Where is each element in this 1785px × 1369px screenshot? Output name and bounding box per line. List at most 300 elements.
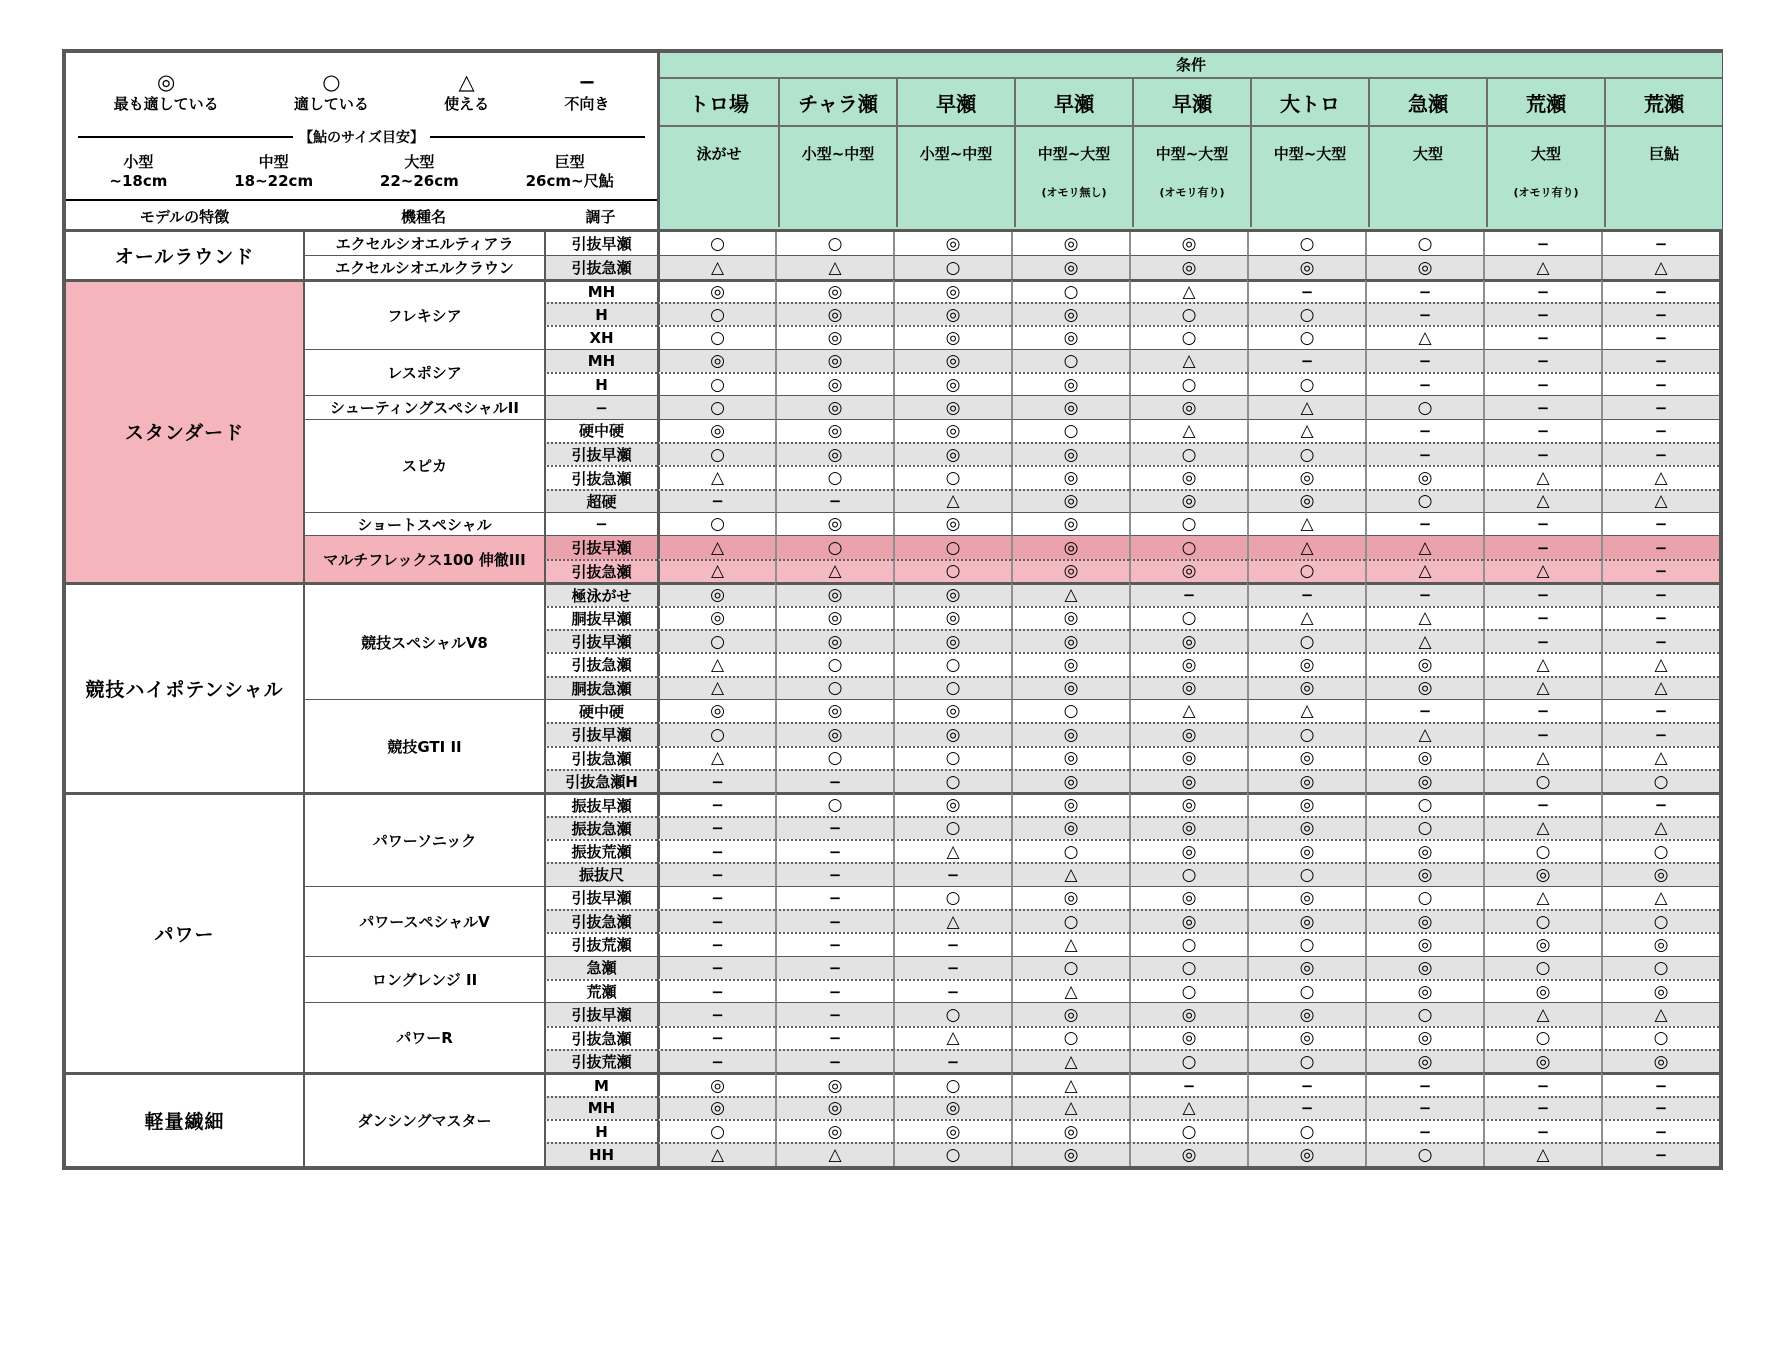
- rating-cell: −: [657, 816, 775, 839]
- rating-cell: ○: [1601, 909, 1719, 932]
- rating-cell: ◎: [1365, 769, 1483, 792]
- rating-cell: −: [1483, 1119, 1601, 1142]
- tone-cell: 引抜早瀬: [544, 1002, 657, 1025]
- rating-cell: △: [1483, 652, 1601, 675]
- feature-cell: パワー: [66, 792, 303, 1072]
- rating-cell: −: [1601, 559, 1719, 582]
- rating-cell: −: [657, 1002, 775, 1025]
- rating-cell: −: [1601, 792, 1719, 815]
- model-cell: 競技スペシャルV8: [303, 582, 544, 699]
- rating-cell: ◎: [1011, 232, 1129, 255]
- rating-cell: ◎: [893, 512, 1011, 535]
- rating-cell: ◎: [1011, 792, 1129, 815]
- rating-cell: −: [657, 932, 775, 955]
- condition-column-header: 早瀬: [896, 79, 1014, 125]
- condition-column-header: 早瀬: [1132, 79, 1250, 125]
- rating-cell: ◎: [775, 699, 893, 722]
- rating-cell: −: [1601, 1096, 1719, 1119]
- condition-target: 大型: [1412, 145, 1443, 163]
- rating-cell: ◎: [775, 325, 893, 348]
- rating-cell: ◎: [657, 699, 775, 722]
- rating-cell: ○: [1247, 325, 1365, 348]
- rating-cell: ○: [1601, 1026, 1719, 1049]
- size-name: 中型: [258, 153, 289, 171]
- rating-cell: −: [1129, 582, 1247, 605]
- rating-cell: −: [1365, 419, 1483, 442]
- condition-size-header: [778, 127, 896, 227]
- rating-cell: △: [657, 559, 775, 582]
- tone-cell: 引抜早瀬: [544, 442, 657, 465]
- rating-cell: ○: [1129, 302, 1247, 325]
- table-body: [66, 229, 1719, 1166]
- rating-cell: −: [1601, 629, 1719, 652]
- model-cell: レスポシア: [303, 349, 544, 396]
- rating-cell: −: [775, 839, 893, 862]
- rating-cell: ○: [1011, 909, 1129, 932]
- tone-cell: H: [544, 372, 657, 395]
- rating-cell: ◎: [775, 302, 893, 325]
- rating-cell: ◎: [775, 1072, 893, 1095]
- rating-cell: ◎: [775, 395, 893, 418]
- rating-cell: △: [1129, 419, 1247, 442]
- tone-cell: 引抜急瀬: [544, 909, 657, 932]
- condition-header: [657, 53, 1722, 229]
- rating-cell: −: [1601, 535, 1719, 558]
- rating-cell: △: [1247, 512, 1365, 535]
- rating-cell: ◎: [775, 442, 893, 465]
- rating-cell: ○: [1129, 442, 1247, 465]
- tone-cell: 振抜急瀬: [544, 816, 657, 839]
- rating-cell: △: [1483, 816, 1601, 839]
- rating-cell: △: [657, 535, 775, 558]
- model-cell: パワースペシャルV: [303, 886, 544, 956]
- rating-cell: ◎: [1365, 862, 1483, 885]
- rating-cell: ◎: [1011, 1002, 1129, 1025]
- rating-cell: −: [1601, 512, 1719, 535]
- feature-header-label: モデルの特徴: [139, 207, 230, 226]
- rating-cell: ○: [657, 629, 775, 652]
- rating-cell: ○: [893, 559, 1011, 582]
- model-cell: スピカ: [303, 419, 544, 512]
- rating-cell: △: [1601, 816, 1719, 839]
- rating-cell: ○: [1247, 722, 1365, 745]
- rating-cell: ◎: [1129, 652, 1247, 675]
- rating-cell: ◎: [657, 582, 775, 605]
- rating-cell: △: [1483, 676, 1601, 699]
- tone-cell: MH: [544, 279, 657, 302]
- tone-cell: HH: [544, 1142, 657, 1165]
- rating-cell: −: [775, 1002, 893, 1025]
- rating-cell: ◎: [1365, 255, 1483, 278]
- rating-cell: △: [1129, 349, 1247, 372]
- rating-cell: △: [1365, 606, 1483, 629]
- rating-cell: ◎: [1011, 1142, 1129, 1165]
- rating-cell: ◎: [1247, 1026, 1365, 1049]
- tone-cell: 引抜急瀬: [544, 465, 657, 488]
- table-header: [66, 53, 1719, 229]
- rating-cell: −: [1601, 232, 1719, 255]
- rating-cell: −: [1483, 372, 1601, 395]
- rating-cell: ○: [657, 512, 775, 535]
- rating-cell: −: [657, 792, 775, 815]
- rating-cell: ◎: [1011, 325, 1129, 348]
- rating-cell: ◎: [657, 1072, 775, 1095]
- rating-cell: −: [1601, 1142, 1719, 1165]
- rating-cell: ◎: [1129, 255, 1247, 278]
- condition-column-header: チャラ瀬: [778, 79, 896, 125]
- rating-cell: −: [1601, 349, 1719, 372]
- condition-size-header: [1014, 127, 1132, 227]
- tone-cell: 引抜急瀬: [544, 255, 657, 278]
- rating-cell: ◎: [1011, 722, 1129, 745]
- rating-cell: −: [1365, 1119, 1483, 1142]
- rating-cell: ○: [1247, 1119, 1365, 1142]
- rating-cell: △: [1601, 465, 1719, 488]
- rating-cell: ◎: [1011, 302, 1129, 325]
- condition-column-header: 荒瀬: [1486, 79, 1604, 125]
- rating-cell: △: [1129, 699, 1247, 722]
- tone-cell: 引抜早瀬: [544, 232, 657, 255]
- condition-target: 泳がせ: [696, 145, 742, 163]
- legend-row: [66, 53, 657, 129]
- rating-cell: △: [657, 676, 775, 699]
- tone-cell: 胴抜早瀬: [544, 606, 657, 629]
- rating-cell: −: [657, 886, 775, 909]
- rating-cell: ◎: [1011, 442, 1129, 465]
- rating-cell: ◎: [657, 279, 775, 302]
- rating-cell: ○: [1129, 1049, 1247, 1072]
- rating-cell: −: [1483, 582, 1601, 605]
- rating-cell: ○: [893, 676, 1011, 699]
- rating-cell: ○: [1247, 629, 1365, 652]
- condition-target: 中型~大型: [1037, 145, 1111, 163]
- rating-cell: ◎: [1129, 489, 1247, 512]
- rating-cell: ○: [893, 1142, 1011, 1165]
- rating-cell: ◎: [1129, 559, 1247, 582]
- rating-cell: ◎: [1483, 979, 1601, 1002]
- size-item: [380, 153, 459, 191]
- rating-cell: −: [1365, 512, 1483, 535]
- rating-cell: ◎: [1011, 652, 1129, 675]
- rating-cell: −: [775, 932, 893, 955]
- rating-cell: ○: [1601, 839, 1719, 862]
- rating-cell: ○: [657, 1119, 775, 1142]
- rating-cell: △: [1365, 559, 1483, 582]
- rating-cell: ◎: [775, 372, 893, 395]
- size-item: [526, 153, 614, 191]
- rating-cell: △: [775, 1142, 893, 1165]
- model-cell: ロングレンジ II: [303, 956, 544, 1003]
- rating-cell: −: [657, 839, 775, 862]
- legend-symbol: ◎: [156, 70, 176, 94]
- rating-cell: ◎: [1129, 629, 1247, 652]
- condition-size-header: [1250, 127, 1368, 227]
- rating-cell: −: [1601, 325, 1719, 348]
- rating-cell: ○: [1247, 1049, 1365, 1072]
- rating-cell: ◎: [657, 349, 775, 372]
- size-range: 22~26cm: [379, 172, 459, 190]
- rating-cell: △: [1601, 255, 1719, 278]
- column-label-row: [66, 199, 657, 231]
- legend-label: 使える: [444, 95, 490, 113]
- rating-cell: ○: [775, 232, 893, 255]
- condition-column-header: 急瀬: [1368, 79, 1486, 125]
- rating-cell: −: [1483, 722, 1601, 745]
- rating-cell: ○: [1129, 1119, 1247, 1142]
- rating-cell: ◎: [1011, 1119, 1129, 1142]
- rating-cell: −: [1365, 442, 1483, 465]
- rating-cell: △: [1011, 582, 1129, 605]
- rating-cell: ○: [893, 465, 1011, 488]
- rating-cell: △: [1483, 255, 1601, 278]
- rating-cell: ○: [1483, 1026, 1601, 1049]
- rating-cell: ○: [893, 886, 1011, 909]
- tone-cell: MH: [544, 349, 657, 372]
- rating-cell: ◎: [1247, 465, 1365, 488]
- tone-cell: MH: [544, 1096, 657, 1119]
- rating-cell: ○: [1601, 769, 1719, 792]
- rating-cell: −: [1247, 1096, 1365, 1119]
- condition-note: (オモリ無し): [1041, 186, 1107, 199]
- rating-cell: ○: [1011, 419, 1129, 442]
- condition-size-header: [896, 127, 1014, 227]
- legend-label: 不向き: [564, 95, 610, 113]
- rating-cell: −: [775, 956, 893, 979]
- model-cell: パワーソニック: [303, 792, 544, 885]
- rating-cell: ○: [1129, 979, 1247, 1002]
- condition-column-header: 早瀬: [1014, 79, 1132, 125]
- condition-size-row: [660, 125, 1722, 227]
- rating-cell: ◎: [893, 699, 1011, 722]
- rating-cell: ◎: [1247, 489, 1365, 512]
- rating-cell: ○: [1601, 956, 1719, 979]
- rating-cell: ○: [1011, 1026, 1129, 1049]
- legend-block: [66, 53, 657, 229]
- condition-column-header: トロ場: [689, 91, 749, 116]
- condition-size-header: [660, 127, 778, 227]
- rating-cell: △: [893, 839, 1011, 862]
- rating-cell: ◎: [1129, 839, 1247, 862]
- tone-cell: H: [544, 1119, 657, 1142]
- rating-cell: −: [775, 1049, 893, 1072]
- rating-cell: −: [1601, 582, 1719, 605]
- rating-cell: ◎: [893, 279, 1011, 302]
- rating-cell: −: [775, 862, 893, 885]
- rating-cell: ◎: [1129, 886, 1247, 909]
- rating-cell: −: [893, 979, 1011, 1002]
- size-item: [109, 153, 167, 191]
- rating-cell: ◎: [1247, 956, 1365, 979]
- rating-cell: −: [775, 909, 893, 932]
- rating-cell: −: [1247, 1072, 1365, 1095]
- rating-cell: △: [657, 255, 775, 278]
- rating-cell: ○: [1129, 325, 1247, 348]
- tone-cell: 胴抜急瀬: [544, 676, 657, 699]
- rating-cell: −: [1365, 699, 1483, 722]
- rating-cell: −: [893, 956, 1011, 979]
- rating-cell: −: [1483, 232, 1601, 255]
- tone-cell: M: [544, 1072, 657, 1095]
- rating-cell: ○: [1365, 886, 1483, 909]
- rating-cell: ○: [775, 676, 893, 699]
- rating-cell: ◎: [1247, 746, 1365, 769]
- rating-cell: ◎: [1129, 676, 1247, 699]
- rating-cell: −: [1601, 699, 1719, 722]
- rating-cell: −: [1483, 279, 1601, 302]
- rating-cell: ◎: [893, 395, 1011, 418]
- rating-cell: ◎: [893, 629, 1011, 652]
- rating-cell: −: [775, 1026, 893, 1049]
- rating-cell: ◎: [1601, 862, 1719, 885]
- rating-cell: −: [1483, 629, 1601, 652]
- rating-cell: ◎: [1247, 769, 1365, 792]
- tone-cell: 振抜早瀬: [544, 792, 657, 815]
- rating-cell: ○: [893, 1002, 1011, 1025]
- rating-cell: −: [657, 489, 775, 512]
- rating-cell: ◎: [657, 419, 775, 442]
- rating-cell: −: [657, 979, 775, 1002]
- rating-cell: ◎: [1601, 1049, 1719, 1072]
- rod-compatibility-table: [62, 49, 1723, 1170]
- rating-cell: ○: [1011, 349, 1129, 372]
- rating-cell: ○: [1483, 956, 1601, 979]
- rating-cell: ◎: [1247, 792, 1365, 815]
- rating-cell: △: [1601, 746, 1719, 769]
- rating-cell: ○: [1365, 1002, 1483, 1025]
- rating-cell: ○: [1129, 932, 1247, 955]
- rating-cell: △: [775, 559, 893, 582]
- rating-cell: ◎: [893, 606, 1011, 629]
- rating-cell: −: [1247, 349, 1365, 372]
- tone-cell: 引抜荒瀬: [544, 932, 657, 955]
- tone-cell: −: [544, 395, 657, 418]
- tone-cell: H: [544, 302, 657, 325]
- rating-cell: △: [1247, 419, 1365, 442]
- rating-cell: ○: [1483, 839, 1601, 862]
- rating-cell: ○: [1129, 372, 1247, 395]
- rating-cell: △: [1365, 535, 1483, 558]
- rating-cell: ◎: [775, 722, 893, 745]
- legend-symbol: ○: [322, 70, 341, 94]
- rating-cell: ○: [1129, 606, 1247, 629]
- rating-cell: ◎: [893, 792, 1011, 815]
- condition-note: (オモリ有り): [1513, 186, 1579, 199]
- rating-cell: ○: [1365, 792, 1483, 815]
- rating-cell: ◎: [775, 582, 893, 605]
- rating-cell: −: [657, 909, 775, 932]
- rating-cell: ○: [1247, 932, 1365, 955]
- model-cell: 競技GTI II: [303, 699, 544, 792]
- rating-cell: ◎: [775, 419, 893, 442]
- rating-cell: ◎: [1601, 979, 1719, 1002]
- rating-cell: △: [1483, 1002, 1601, 1025]
- rating-cell: △: [657, 1142, 775, 1165]
- rating-cell: △: [1011, 1049, 1129, 1072]
- rating-cell: ○: [1129, 512, 1247, 535]
- rating-cell: ◎: [1365, 652, 1483, 675]
- rating-cell: ◎: [1365, 676, 1483, 699]
- rating-cell: △: [657, 652, 775, 675]
- rating-cell: −: [1247, 279, 1365, 302]
- rating-cell: ◎: [1011, 255, 1129, 278]
- rating-cell: ◎: [1011, 816, 1129, 839]
- size-name: 巨型: [554, 153, 585, 171]
- condition-target: 大型: [1530, 145, 1561, 163]
- rating-cell: ◎: [1247, 816, 1365, 839]
- rating-cell: ○: [1247, 862, 1365, 885]
- rating-cell: ○: [1247, 559, 1365, 582]
- rating-cell: ○: [893, 652, 1011, 675]
- tone-cell: 硬中硬: [544, 699, 657, 722]
- rating-cell: △: [1011, 862, 1129, 885]
- rating-cell: ◎: [1365, 956, 1483, 979]
- legend-item: [444, 69, 489, 113]
- rating-cell: ○: [657, 372, 775, 395]
- rating-cell: ◎: [1129, 232, 1247, 255]
- rating-cell: ◎: [1129, 792, 1247, 815]
- rating-cell: −: [1483, 792, 1601, 815]
- rating-cell: ◎: [1011, 769, 1129, 792]
- rating-cell: −: [657, 1049, 775, 1072]
- rating-cell: −: [1483, 606, 1601, 629]
- rating-cell: ○: [893, 769, 1011, 792]
- rating-cell: △: [657, 465, 775, 488]
- rating-cell: ◎: [1011, 512, 1129, 535]
- rating-cell: ◎: [1247, 909, 1365, 932]
- rating-cell: ◎: [1247, 839, 1365, 862]
- rating-cell: ◎: [657, 1096, 775, 1119]
- rating-cell: −: [1601, 372, 1719, 395]
- rating-cell: ◎: [1365, 746, 1483, 769]
- rating-cell: ◎: [893, 722, 1011, 745]
- rating-cell: △: [1129, 1096, 1247, 1119]
- tone-cell: 引抜早瀬: [544, 722, 657, 745]
- legend-symbol: △: [458, 70, 475, 94]
- size-name: 大型: [404, 153, 435, 171]
- rating-cell: ◎: [893, 1119, 1011, 1142]
- rating-cell: ○: [775, 746, 893, 769]
- rating-cell: ○: [775, 652, 893, 675]
- rating-cell: −: [893, 862, 1011, 885]
- feature-cell: スタンダード: [66, 279, 303, 582]
- rating-cell: △: [1247, 699, 1365, 722]
- rating-cell: ○: [1247, 979, 1365, 1002]
- rating-cell: ○: [1247, 442, 1365, 465]
- rating-cell: ◎: [1011, 746, 1129, 769]
- feature-cell: オールラウンド: [66, 232, 303, 279]
- rating-cell: −: [1601, 1072, 1719, 1095]
- rating-cell: ◎: [1011, 535, 1129, 558]
- rating-cell: ◎: [1365, 979, 1483, 1002]
- rating-cell: −: [1483, 1072, 1601, 1095]
- rating-cell: ○: [657, 232, 775, 255]
- rating-cell: ○: [1365, 232, 1483, 255]
- rating-cell: ◎: [893, 419, 1011, 442]
- rating-cell: −: [657, 769, 775, 792]
- rating-cell: ◎: [1365, 465, 1483, 488]
- rating-cell: ○: [1365, 395, 1483, 418]
- rating-cell: ◎: [1129, 465, 1247, 488]
- model-cell: ショートスペシャル: [303, 512, 544, 535]
- rating-cell: △: [1601, 886, 1719, 909]
- rating-cell: △: [657, 746, 775, 769]
- rating-cell: ◎: [775, 349, 893, 372]
- rating-cell: ◎: [1011, 606, 1129, 629]
- tone-cell: 引抜急瀬: [544, 1026, 657, 1049]
- rating-cell: −: [1601, 395, 1719, 418]
- tone-cell: 振抜尺: [544, 862, 657, 885]
- rating-cell: −: [1483, 302, 1601, 325]
